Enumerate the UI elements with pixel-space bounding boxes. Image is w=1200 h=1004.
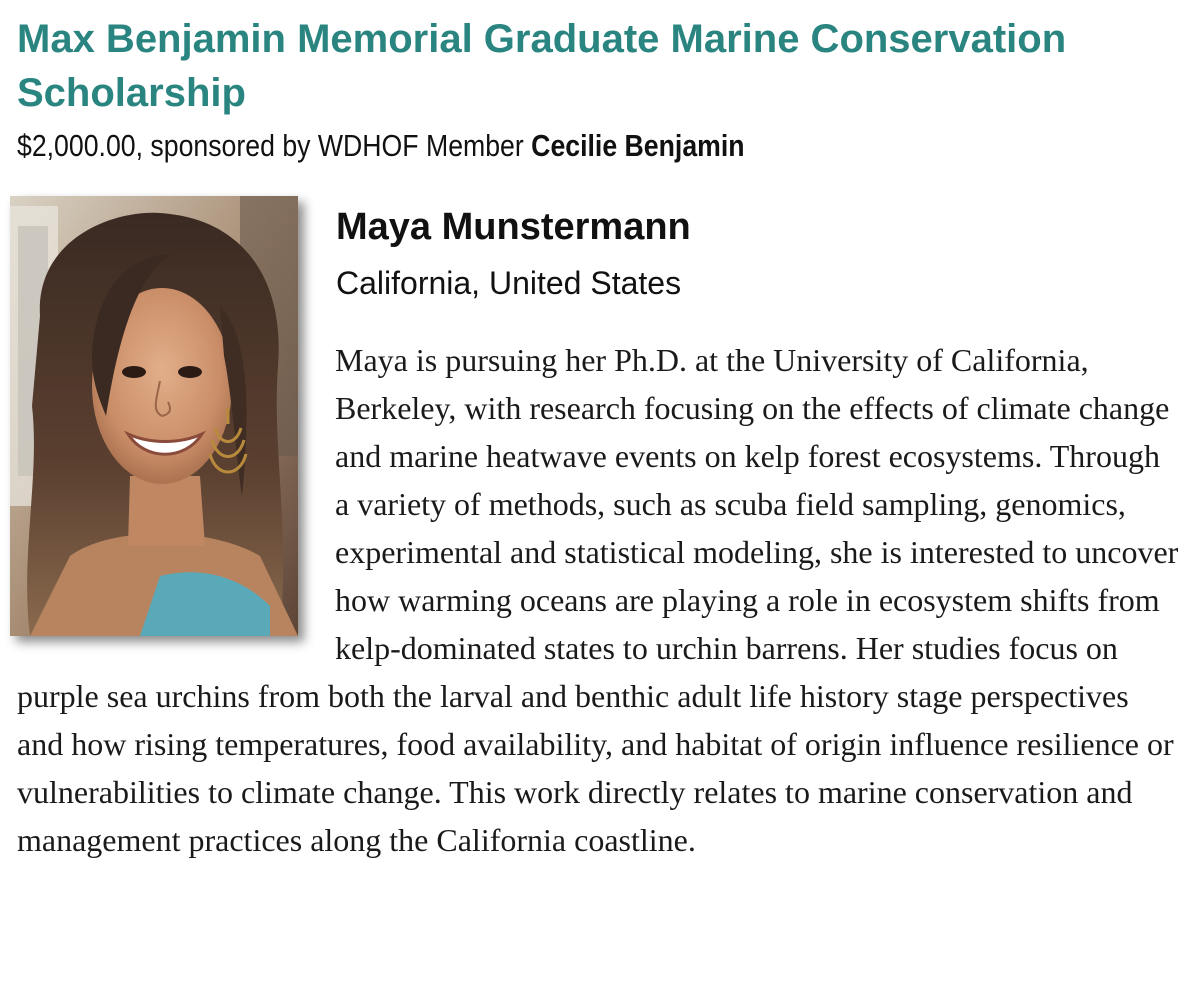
sponsor-line — [17, 126, 745, 166]
sponsor-name: Cecilie Benjamin — [531, 128, 745, 163]
recipient-location: California, United States — [336, 265, 682, 301]
sponsor-prefix: $2,000.00, sponsored by WDHOF Member — [17, 128, 524, 163]
recipient-name: Maya Munstermann — [336, 206, 691, 248]
scholarship-title: Max Benjamin Memorial Graduate Marine Conservation Scholarship — [17, 17, 1067, 115]
recipient-bio — [17, 336, 1182, 864]
bio-text: Maya is pursuing her Ph.D. at the University of California, Berkeley, with research focusing on the effects of climate change and marine heatwave events on kelp forest ecosystems. Through a variety of methods, such as scuba field sampling, genomics, experimental and statistical modeling, she is interested to uncover how warming oceans are playing a role in ecosystem shifts from kelp-dominated states to urchin barrens. Her studies focus on purple sea urchins from both the larval and benthic adult life history stage perspectives and how rising temperatures, food availability, and habitat of origin influence resilience or vulnerabilities to climate change. This work directly relates to marine conservation and management practices along the California coastline. — [17, 342, 1179, 858]
photo-wrap-spacer — [17, 336, 335, 672]
